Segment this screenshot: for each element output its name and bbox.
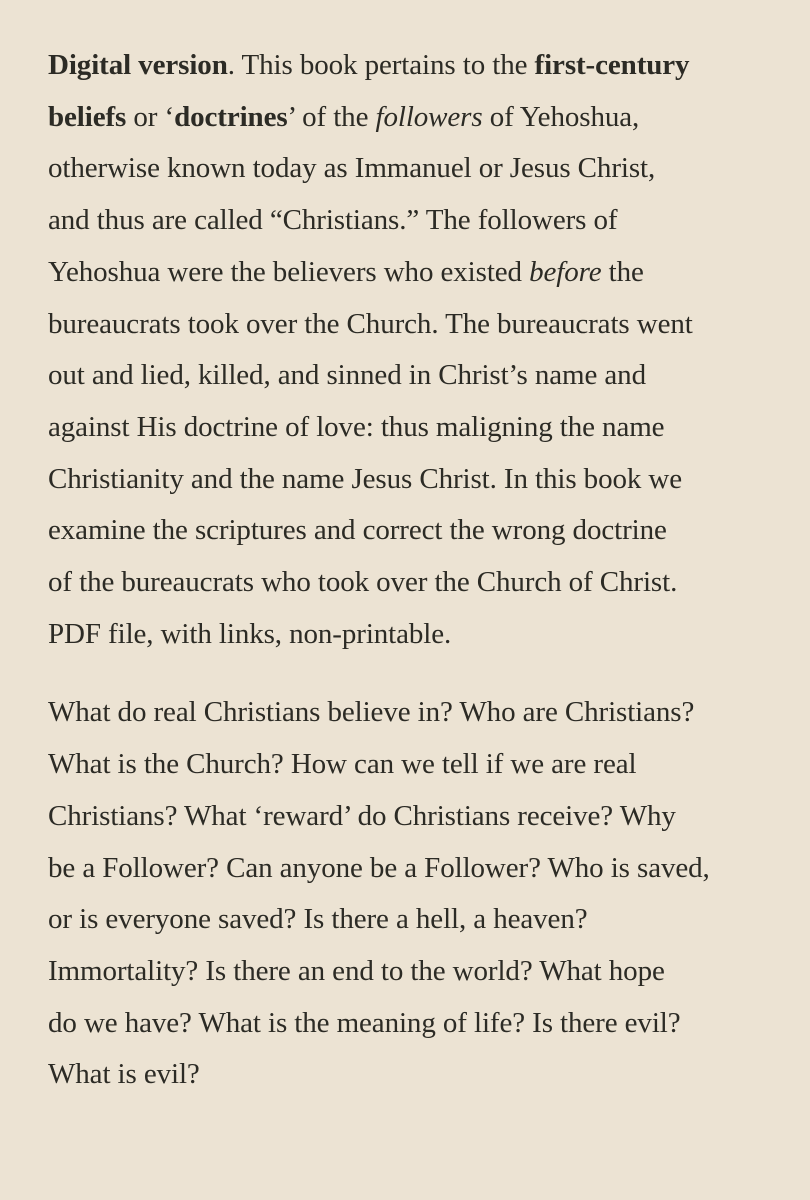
questions-paragraph bbox=[48, 687, 770, 1101]
text-run: . This book pertains to the bbox=[227, 49, 535, 81]
text-line bbox=[48, 247, 770, 299]
description-paragraph bbox=[48, 40, 770, 660]
text-line: against His doctrine of love: thus maligning the name bbox=[48, 410, 665, 443]
text-line bbox=[48, 40, 770, 92]
text-line: otherwise known today as Immanuel or Jesus Christ, bbox=[48, 152, 656, 185]
text-line: Immortality? Is there an end to the world? What hope bbox=[48, 954, 665, 987]
italic-text: before bbox=[529, 255, 602, 288]
text-line: What is the Church? How can we tell if we are real bbox=[48, 748, 637, 781]
text-line: Christians? What ‘reward’ do Christians receive? Why bbox=[48, 799, 676, 832]
text-line: bureaucrats took over the Church. The bureaucrats went bbox=[48, 307, 693, 340]
text-line: What is evil? bbox=[48, 1058, 200, 1091]
text-run: the bbox=[601, 255, 644, 288]
text-line: or is everyone saved? Is there a hell, a heaven? bbox=[48, 903, 588, 936]
text-line bbox=[48, 92, 770, 144]
text-line: and thus are called “Christians.” The followers of bbox=[48, 204, 618, 237]
text-line: PDF file, with links, non-printable. bbox=[48, 617, 452, 650]
text-run: of Yehoshua, bbox=[482, 100, 640, 133]
text-line: Christianity and the name Jesus Christ. In this book we bbox=[48, 462, 683, 495]
text-run: ’ of the bbox=[287, 100, 376, 133]
text-line: do we have? What is the meaning of life? Is there evil? bbox=[48, 1006, 681, 1039]
bold-text: Digital version bbox=[48, 49, 228, 81]
text-run: Yehoshua were the believers who existed bbox=[48, 255, 530, 288]
text-line: examine the scriptures and correct the wrong doctrine bbox=[48, 514, 667, 547]
text-run: or ‘ bbox=[126, 100, 175, 133]
text-line: of the bureaucrats who took over the Church of Christ. bbox=[48, 566, 678, 599]
italic-text: followers bbox=[375, 100, 483, 133]
bold-text: doctrines bbox=[174, 100, 288, 133]
bold-text: beliefs bbox=[48, 100, 127, 133]
text-line: be a Follower? Can anyone be a Follower? Who is saved, bbox=[48, 851, 710, 884]
bold-text: first-century bbox=[534, 49, 690, 81]
text-line: out and lied, killed, and sinned in Christ’s name and bbox=[48, 359, 646, 392]
text-line: What do real Christians believe in? Who are Christians? bbox=[48, 696, 695, 729]
